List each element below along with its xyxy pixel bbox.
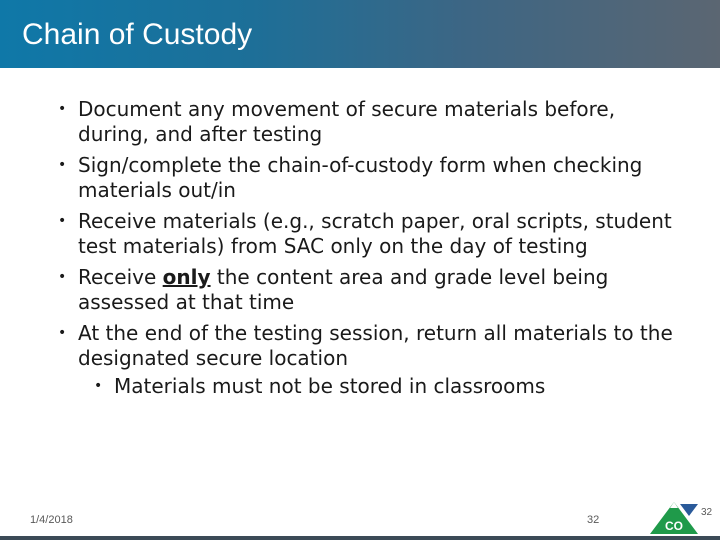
bullet-item xyxy=(58,321,678,370)
emphasis-only: only xyxy=(162,265,211,289)
logo-peak xyxy=(670,502,678,508)
bullet-item xyxy=(58,153,678,202)
bullet-text: Document any movement of secure materials before, during, and after testing xyxy=(78,97,616,146)
colorado-logo-icon xyxy=(646,498,702,536)
bullet-icon: • xyxy=(58,157,67,173)
slide-title: Chain of Custody xyxy=(22,18,253,51)
bullet-icon: • xyxy=(58,213,67,229)
title-bar xyxy=(0,0,720,68)
bullet-text: Sign/complete the chain-of-custody form when checking materials out/in xyxy=(78,153,643,202)
bullet-item xyxy=(58,265,678,314)
bullet-icon: • xyxy=(58,325,67,341)
bullet-text xyxy=(78,265,608,314)
bullet-icon: • xyxy=(58,101,67,117)
bullet-text: At the end of the testing session, return all materials to the designated secure location xyxy=(78,321,673,370)
sub-bullet-text: Materials must not be stored in classrooms xyxy=(114,374,546,398)
sub-bullet-item xyxy=(58,374,678,399)
logo-page-number: 32 xyxy=(701,507,713,518)
bullet-list xyxy=(58,97,678,399)
logo-text: CO xyxy=(665,519,683,533)
bullet-item xyxy=(58,209,678,258)
bullet-text: Receive materials (e.g., scratch paper, oral scripts, student test materials) from SAC only on the day of testing xyxy=(78,209,672,258)
bullet-icon: • xyxy=(94,378,103,394)
bullet-item xyxy=(58,97,678,146)
bullet-icon: • xyxy=(58,269,67,285)
footer-page-number: 32 xyxy=(587,514,600,526)
bottom-divider xyxy=(0,536,720,540)
footer-date: 1/4/2018 xyxy=(30,514,73,526)
bullet-text-lead: Receive xyxy=(78,265,163,289)
bullet-text-rest: the content area and grade level being assessed at that time xyxy=(78,265,609,314)
